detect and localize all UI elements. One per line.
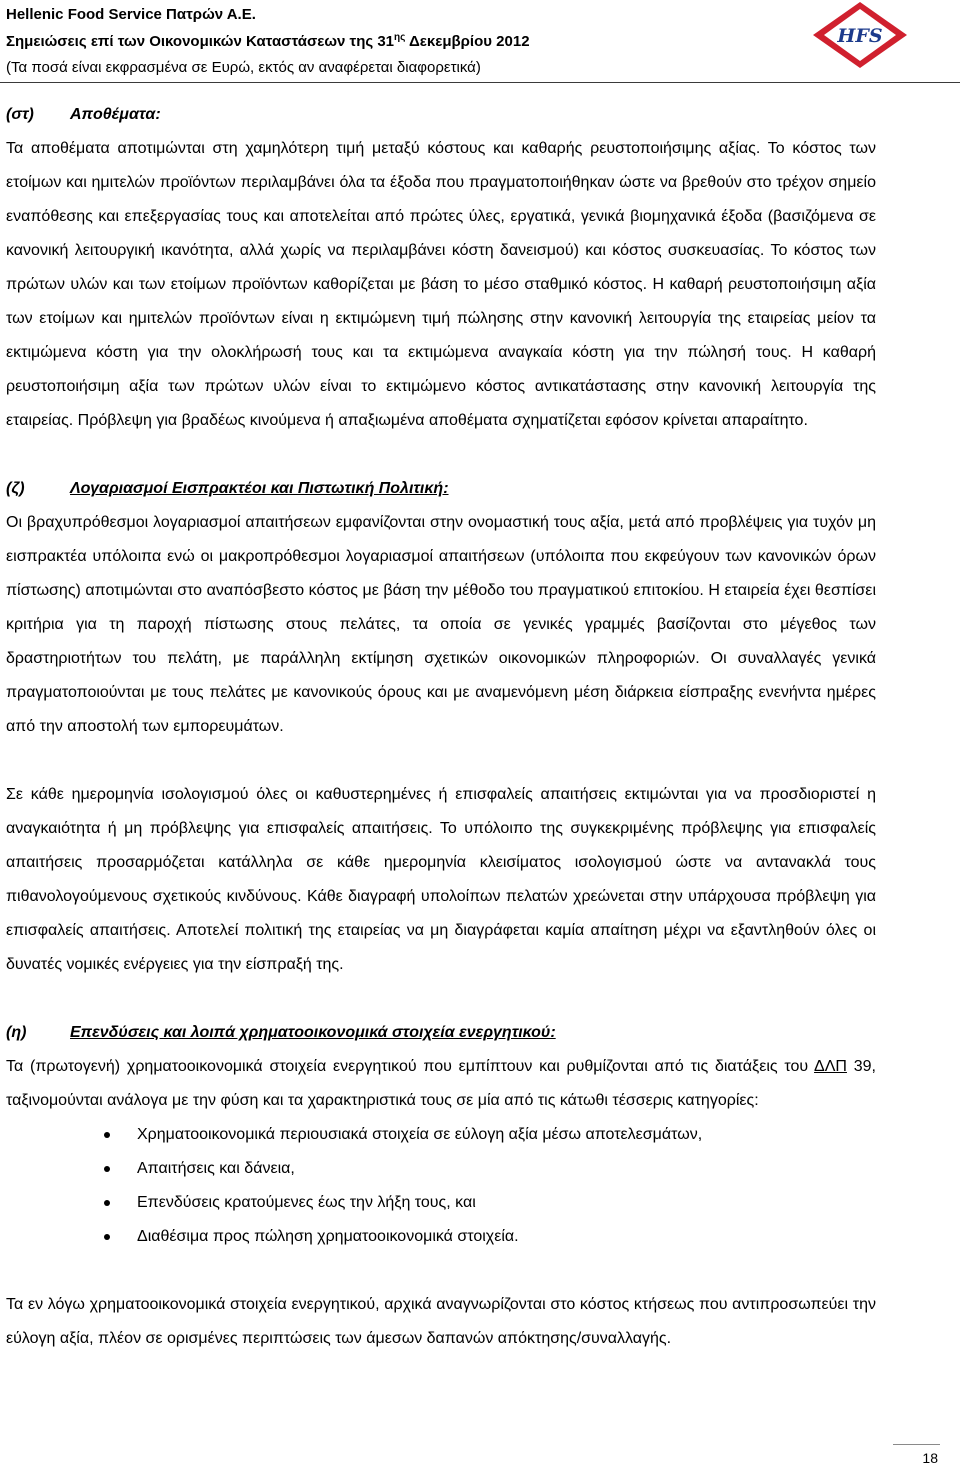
report-title bbox=[6, 29, 530, 56]
document-body bbox=[6, 98, 876, 1356]
ordinal-superscript: ης bbox=[394, 31, 406, 43]
bullet-icon bbox=[104, 1200, 110, 1206]
list-item bbox=[6, 1152, 876, 1186]
list-item bbox=[6, 1186, 876, 1220]
footer-divider bbox=[893, 1444, 940, 1445]
page-number: 18 bbox=[922, 1450, 938, 1466]
list-item-text: Απαιτήσεις και δάνεια, bbox=[137, 1160, 295, 1177]
section-label: (ζ) bbox=[6, 480, 25, 497]
section-heading-receivables bbox=[6, 472, 876, 506]
company-name: Hellenic Food Service Πατρών Α.Ε. bbox=[6, 6, 256, 23]
section-heading-investments bbox=[6, 1016, 876, 1050]
list-item-text: Διαθέσιμα προς πώληση χρηματοοικονομικά στοιχεία. bbox=[137, 1228, 519, 1245]
report-title-text: Σημειώσεις επί των Οικονομικών Καταστάσεων της 31 bbox=[6, 32, 395, 50]
section-heading-inventories bbox=[6, 98, 876, 132]
report-title-date: Δεκεμβρίου 2012 bbox=[405, 32, 530, 50]
list-item-text: Χρηματοοικονομικά περιουσιακά στοιχεία σε εύλογη αξία μέσω αποτελεσμάτων, bbox=[137, 1126, 703, 1143]
paragraph bbox=[6, 1050, 876, 1118]
bullet-icon bbox=[104, 1234, 110, 1240]
list-item bbox=[6, 1118, 876, 1152]
bullet-list bbox=[6, 1118, 876, 1254]
paragraph: Σε κάθε ημερομηνία ισολογισμού όλες οι καθυστερημένες ή επισφαλείς απαιτήσεις εκτιμώνται για να προσδιοριστεί η αναγκαιότητα ή μη πρόβλεψης για επισφαλείς απαιτήσεις. Το υπόλοιπο της συγκεκριμένης πρόβλεψης για επισφαλείς απαιτήσεις προσαρμόζεται κατάλληλα σε κάθε ημερομηνία κλεισίματος ισολογισμού ώστε να αντανακλά τους πιθανολογούμενους σχετικούς κινδύνους. Κάθε διαγραφή υπολοίπων πελατών χρεώνεται στην υπάρχουσα πρόβλεψη για επισφαλείς απαιτήσεις. Αποτελεί πολιτική της εταιρείας να μη διαγράφεται καμία απαίτηση μέχρι να εξαντληθούν όλες οι δυνατές νομικές ενέργειες για την είσπραξή της. bbox=[6, 786, 876, 973]
document-header bbox=[6, 2, 530, 82]
bullet-icon bbox=[104, 1166, 110, 1172]
section-title: Λογαριασμοί Εισπρακτέοι και Πιστωτική Πολιτική: bbox=[70, 480, 449, 497]
paragraph-text: 39, ταξινομούνται ανάλογα με την φύση και τα χαρακτηριστικά τους σε μία από τις κάτωθι τέσσερις κατηγορίες: bbox=[6, 1058, 876, 1109]
currency-note: (Τα ποσά είναι εκφρασμένα σε Ευρώ, εκτός αν αναφέρεται διαφορετικά) bbox=[6, 59, 481, 76]
standard-abbreviation: ΔΛΠ bbox=[814, 1058, 847, 1075]
company-logo bbox=[812, 1, 908, 69]
paragraph: Τα εν λόγω χρηματοοικονομικά στοιχεία ενεργητικού, αρχικά αναγνωρίζονται στο κόστος κτήσεως που αντιπροσωπεύει την εύλογη αξία, πλέον σε ορισμένες περιπτώσεις των άμεσων δαπανών απόκτησης/συναλλαγής. bbox=[6, 1296, 876, 1347]
section-title: Αποθέματα: bbox=[70, 106, 161, 123]
paragraph: Τα αποθέματα αποτιμώνται στη χαμηλότερη τιμή μεταξύ κόστους και καθαρής ρευστοποιήσιμης αξίας. Το κόστος των ετοίμων και ημιτελών προϊόντων περιλαμβάνει όλα τα έξοδα που πραγματοποιήθηκαν ώστε να βρεθούν στο τρέχον σημείο εναπόθεσης και επεξεργασίας τους και αποτελείται από πρώτες ύλες, εργατικά, γενικά βιομηχανικά έξοδα (βασιζόμενα σε κανονική λειτουργική ικανότητα, αλλά χωρίς να περιλαμβάνει κόστη δανεισμού) και κόστος συσκευασίας. Το κόστος των πρώτων υλών και των ετοίμων προϊόντων καθορίζεται με βάση το μέσο σταθμικό κόστος. Η καθαρή ρευστοποιήσιμη αξία των ετοίμων και ημιτελών προϊόντων είναι η εκτιμώμενη τιμή πώλησης στην κανονική λειτουργία της εταιρείας μείον τα εκτιμώμενα κόστη για την ολοκλήρωσή τους και τα εκτιμώμενα αναγκαία κόστη για την πώλησή τους. Η καθαρή ρευστοποιήσιμη αξία των πρώτων υλών είναι το εκτιμώμενο κόστος αντικατάστασης στην κανονική λειτουργία της εταιρείας. Πρόβλεψη για βραδέως κινούμενα ή απαξιωμένα αποθέματα σχηματίζεται εφόσον κρίνεται απαραίτητο. bbox=[6, 140, 876, 429]
paragraph-text: Τα (πρωτογενή) χρηματοοικονομικά στοιχεία ενεργητικού που εμπίπτουν και ρυθμίζονται από τις διατάξεις του bbox=[6, 1058, 815, 1075]
bullet-icon bbox=[104, 1132, 110, 1138]
list-item bbox=[6, 1220, 876, 1254]
paragraph: Οι βραχυπρόθεσμοι λογαριασμοί απαιτήσεων εμφανίζονται στην ονομαστική τους αξία, μετά από προβλέψεις για τυχόν μη εισπρακτέα υπόλοιπα ενώ οι μακροπρόθεσμοι λογαριασμοί απαιτήσεων (υπόλοιπα που εκφεύγουν των κανονικών όρων πίστωσης) αποτιμώνται στο αναπόσβεστο κόστος με βάση την μέθοδο του πραγματικού επιτοκίου. Η εταιρεία έχει θεσπίσει κριτήρια για τη παροχή πίστωσης στους πελάτες, τα οποία σε γενικές γραμμές βασίζονται στο μέγεθος των δραστηριοτήτων του πελάτη, με παράλληλη εκτίμηση σχετικών οικονομικών πληροφοριών. Οι συναλλαγές γενικά πραγματοποιούνται με τους πελάτες με κανονικούς όρους και με αναμενόμενη μέση διάρκεια είσπραξης ενενήντα ημέρες από την αποστολή των εμπορευμάτων. bbox=[6, 514, 876, 735]
header-divider bbox=[0, 82, 960, 83]
section-label: (η) bbox=[6, 1024, 27, 1041]
section-label: (στ) bbox=[6, 106, 34, 123]
logo-lettering: HFS bbox=[837, 25, 883, 47]
list-item-text: Επενδύσεις κρατούμενες έως την λήξη τους, και bbox=[137, 1194, 476, 1211]
section-title: Επενδύσεις και λοιπά χρηματοοικονομικά στοιχεία ενεργητικού: bbox=[70, 1024, 556, 1041]
